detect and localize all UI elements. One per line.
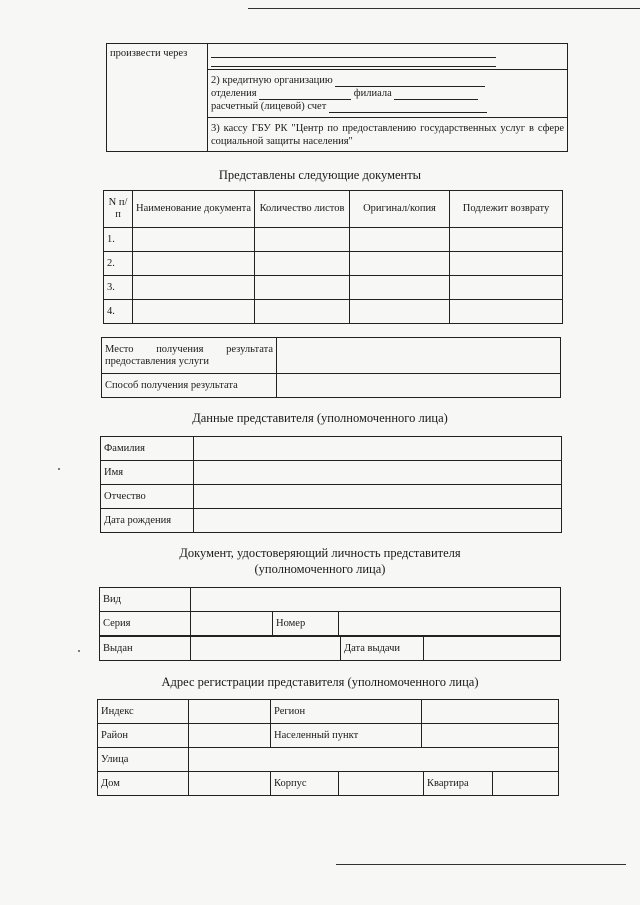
doc-cell[interactable]	[350, 276, 450, 300]
table-row	[104, 228, 563, 252]
address-street-label: Улица	[98, 748, 189, 772]
table-row	[104, 252, 563, 276]
payment-label: произвести через	[107, 44, 208, 152]
doc-cell[interactable]	[255, 276, 350, 300]
doc-cell[interactable]	[450, 300, 563, 324]
doc-cell[interactable]	[450, 276, 563, 300]
name-label: Имя	[101, 461, 194, 485]
id-type-label: Вид	[100, 588, 191, 612]
blank-line	[335, 76, 485, 87]
address-table	[97, 699, 559, 772]
table-row	[104, 300, 563, 324]
doc-cell[interactable]	[255, 228, 350, 252]
blank-line	[211, 58, 496, 67]
result-method-field[interactable]	[277, 374, 561, 398]
doc-header-num: N п/п	[104, 191, 133, 228]
doc-header-return: Подлежит возврату	[450, 191, 563, 228]
payment-option2	[208, 70, 568, 118]
doc-cell[interactable]	[350, 300, 450, 324]
doc-row-num: 3.	[104, 276, 133, 300]
doc-row-num: 4.	[104, 300, 133, 324]
blank-line	[394, 89, 478, 100]
table-row	[104, 276, 563, 300]
id-issued-label: Выдан	[100, 637, 191, 661]
doc-cell[interactable]	[133, 300, 255, 324]
surname-label: Фамилия	[101, 437, 194, 461]
doc-header-original: Оригинал/копия	[350, 191, 450, 228]
address-building-field[interactable]	[339, 772, 424, 796]
blank-line	[259, 89, 351, 100]
doc-cell[interactable]	[450, 252, 563, 276]
address-house-table	[97, 771, 559, 796]
address-district-field[interactable]	[189, 724, 271, 748]
option2-line2a: отделения	[211, 88, 257, 99]
address-index-label: Индекс	[98, 700, 189, 724]
address-district-label: Район	[98, 724, 189, 748]
scan-speck	[58, 468, 60, 470]
birthdate-label: Дата рождения	[101, 509, 194, 533]
doc-cell[interactable]	[133, 252, 255, 276]
id-number-field[interactable]	[339, 612, 561, 636]
address-apartment-label: Квартира	[424, 772, 493, 796]
address-region-field[interactable]	[422, 700, 559, 724]
option2-line3: расчетный (лицевой) счет	[211, 101, 327, 112]
address-region-label: Регион	[271, 700, 422, 724]
payment-option1	[208, 44, 568, 70]
representative-title: Данные представителя (уполномоченного лица)	[192, 411, 448, 425]
documents-table	[103, 190, 563, 324]
id-issued-field[interactable]	[191, 637, 341, 661]
payment-table	[106, 43, 568, 152]
id-document-title-line1: Документ, удостоверяющий личность представителя	[179, 546, 461, 560]
id-series-field[interactable]	[191, 612, 273, 636]
result-place-field[interactable]	[277, 338, 561, 374]
doc-cell[interactable]	[255, 300, 350, 324]
surname-field[interactable]	[194, 437, 562, 461]
patronymic-label: Отчество	[101, 485, 194, 509]
address-building-label: Корпус	[271, 772, 339, 796]
option2-line2b: филиала	[353, 88, 392, 99]
payment-option3: 3) кассу ГБУ РК "Центр по предоставлению государственных услуг в сфере социальной защиты населения"	[208, 118, 568, 152]
patronymic-field[interactable]	[194, 485, 562, 509]
address-house-label: Дом	[98, 772, 189, 796]
address-apartment-field[interactable]	[493, 772, 559, 796]
bottom-scan-line	[336, 864, 626, 865]
doc-row-num: 2.	[104, 252, 133, 276]
doc-cell[interactable]	[133, 228, 255, 252]
scan-speck	[78, 650, 80, 652]
address-street-field[interactable]	[189, 748, 559, 772]
result-table	[101, 337, 561, 398]
doc-header-sheets: Количество листов	[255, 191, 350, 228]
doc-cell[interactable]	[133, 276, 255, 300]
representative-table	[100, 436, 562, 533]
id-document-table	[99, 587, 561, 636]
blank-line	[329, 102, 487, 113]
address-house-field[interactable]	[189, 772, 271, 796]
doc-header-name: Наименование документа	[133, 191, 255, 228]
id-issue-date-label: Дата выдачи	[341, 637, 424, 661]
birthdate-field[interactable]	[194, 509, 562, 533]
id-issue-date-field[interactable]	[424, 637, 561, 661]
id-type-field[interactable]	[191, 588, 561, 612]
doc-cell[interactable]	[255, 252, 350, 276]
blank-line	[211, 49, 496, 58]
top-scan-line	[248, 8, 640, 9]
address-locality-label: Населенный пункт	[271, 724, 422, 748]
address-index-field[interactable]	[189, 700, 271, 724]
doc-cell[interactable]	[350, 228, 450, 252]
id-number-label: Номер	[273, 612, 339, 636]
doc-cell[interactable]	[350, 252, 450, 276]
id-issued-table	[99, 636, 561, 661]
option2-line1: 2) кредитную организацию	[211, 75, 333, 86]
address-title: Адрес регистрации представителя (уполномоченного лица)	[161, 675, 479, 689]
name-field[interactable]	[194, 461, 562, 485]
result-place-label: Место получения результата предоставления услуги	[102, 338, 277, 374]
doc-cell[interactable]	[450, 228, 563, 252]
id-document-title-line2: (уполномоченного лица)	[254, 562, 386, 576]
result-method-label: Способ получения результата	[102, 374, 277, 398]
documents-title: Представлены следующие документы	[218, 168, 422, 182]
doc-row-num: 1.	[104, 228, 133, 252]
address-locality-field[interactable]	[422, 724, 559, 748]
id-series-label: Серия	[100, 612, 191, 636]
